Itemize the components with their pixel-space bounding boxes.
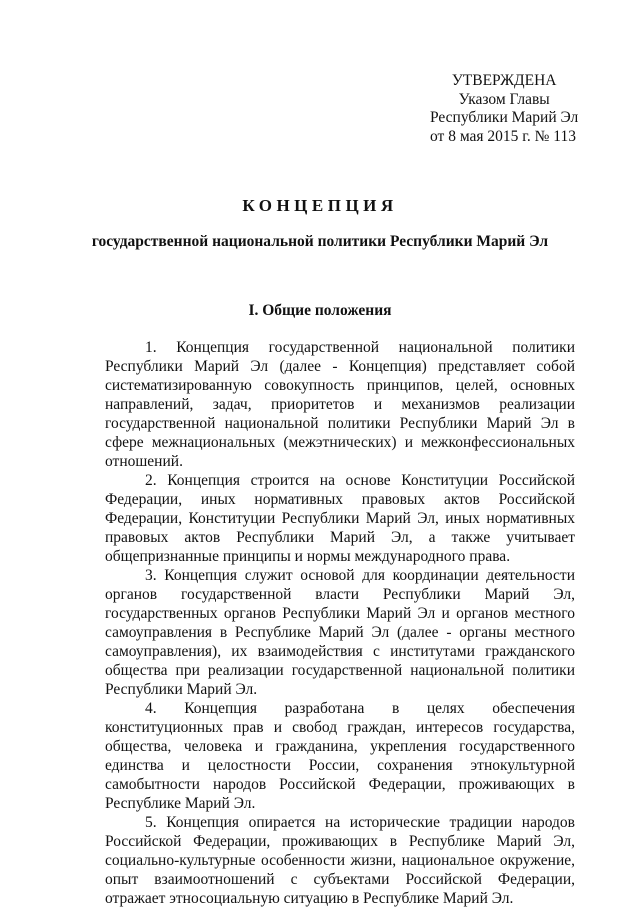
paragraph-1: 1. Концепция государственной национальной политики Республики Марий Эл (далее - Концепция) представляет собой систематизированную совокупность принципов, целей, основных направлений, задач, приоритетов и механизмов реализации государственной национальной политики Республики Марий Эл в сфере межнациональных (межэтнических) и межконфессиональных отношений. <box>105 339 575 470</box>
approval-decree: Указом Главы <box>458 90 550 108</box>
approval-stamp <box>430 72 578 146</box>
section-heading: I. Общие положения <box>248 302 392 319</box>
document-title: КОНЦЕПЦИЯ <box>242 196 398 215</box>
document-subtitle: государственной национальной политики Республики Марий Эл <box>91 233 549 250</box>
document-body <box>105 338 575 908</box>
approval-republic: Республики Марий Эл <box>430 109 579 126</box>
approval-date: от 8 мая 2015 г. № 113 <box>430 127 576 145</box>
paragraph-5: 5. Концепция опирается на исторические традиции народов Российской Федерации, проживающих в Республике Марий Эл, социально-культурные особенности жизни, национальное окружение, опыт взаимоотношений с субъектами Российской Федерации, отражает этносоциальную ситуацию в Республике Марий Эл. <box>105 814 575 907</box>
paragraph-2: 2. Концепция строится на основе Конституции Российской Федерации, иных нормативных правовых актов Российской Федерации, Конституции Республики Марий Эл, иных нормативных правовых актов Республики Марий Эл, а также учитывает общепризнанные принципы и нормы международного права. <box>105 472 575 565</box>
paragraph-4: 4. Концепция разработана в целях обеспечения конституционных прав и свобод граждан, интересов государства, общества, человека и гражданина, укрепления государственного единства и целостности России, сохранения этнокультурной самобытности народов Российской Федерации, проживающих в Республике Марий Эл. <box>105 700 575 812</box>
paragraph-3: 3. Концепция служит основой для координации деятельности органов государственной власти Республики Марий Эл, государственных органов Республики Марий Эл и органов местного самоуправления в Республике Марий Эл (далее - органы местного самоуправления), их взаимодействия с институтами гражданского общества при реализации государственной национальной политики Республики Марий Эл. <box>105 567 575 698</box>
approval-status: УТВЕРЖДЕНА <box>451 72 557 89</box>
